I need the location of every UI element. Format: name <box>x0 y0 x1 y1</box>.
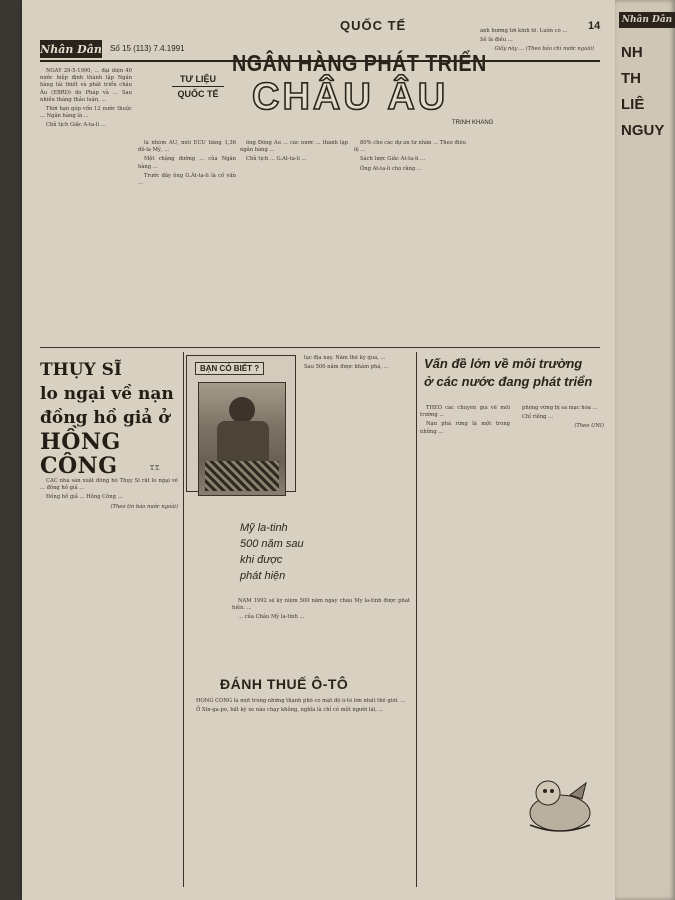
paragraph: ông Đông Âu ... các nước ... thành lập ngân hàng ... <box>240 140 348 154</box>
environment-column-1 <box>420 405 510 885</box>
headline-line: ở các nước đang phát triển <box>424 374 593 389</box>
swiss-body <box>40 478 178 878</box>
paragraph: THEO các chuyên gia về môi trường ... <box>420 405 510 419</box>
paragraph: Một chặng đường ... của Ngân hàng ... <box>138 156 236 170</box>
section-header: QUỐC TẾ <box>340 18 407 33</box>
paragraph: Chỉ riêng ... <box>522 414 554 421</box>
feature-title-line1: NGÂN HÀNG PHÁT TRIỂN <box>232 50 487 76</box>
headline-line: lo ngại về nạn <box>40 384 174 404</box>
headline-line: khi được <box>240 554 283 566</box>
headline-line: LIÊ <box>621 96 645 113</box>
headline-line: Mỹ la-tinh <box>240 522 288 534</box>
headline-line: THỤY SĨ <box>40 360 122 380</box>
next-page-edge <box>615 0 675 900</box>
newspaper-logo: Nhân Dân <box>40 40 102 58</box>
paragraph: là nhóm ÂU, mỗi ECU bằng 1,36 đô-la Mỹ, ... <box>138 140 236 154</box>
issue-info: Số 15 (113) 7.4.1991 <box>110 44 185 53</box>
feature-column-3 <box>240 140 348 343</box>
photo-textile <box>205 461 279 491</box>
feature-byline: TRINH KHANG <box>452 120 494 126</box>
feature-column-2 <box>138 140 236 343</box>
feature-kicker <box>172 72 224 101</box>
swiss-byline: T.T. <box>150 465 161 472</box>
headline-line: phát hiện <box>240 570 286 582</box>
paragraph: lục địa này. Năm thế kỷ qua, ... <box>304 355 386 361</box>
paragraph: NĂM 1992 sẽ kỷ niệm 500 năm ngày châu Mỹ la-tinh được phát hiện. ... <box>232 598 410 612</box>
paragraph: CÁC nhà sản xuất đồng hồ Thụy Sĩ rất lo ngại về ... đồng hồ giả ... <box>40 478 178 492</box>
column-divider <box>183 352 184 887</box>
paragraph: Nạn phá rừng là một trong những ... <box>420 421 510 435</box>
environment-column-2 <box>516 405 604 760</box>
oto-headline: ĐÁNH THUẾ Ô-TÔ <box>220 676 349 692</box>
next-page-logo: Nhân Dân <box>619 12 675 28</box>
paragraph: Giấy này ... (Theo báo chí nước ngoài) <box>494 46 594 53</box>
column-divider <box>416 352 417 887</box>
paragraph: ảnh hưởng tới kinh tế. Luôn có ... <box>480 28 568 34</box>
section-divider <box>40 347 600 348</box>
headline-line: đồng hồ giả ở <box>40 408 170 428</box>
kicker-line: QUỐC TẾ <box>177 89 219 99</box>
paragraph: (Theo UNI) <box>574 423 604 430</box>
paragraph: Chủ tịch ... G.At-ta-li ... <box>246 156 307 163</box>
next-page-headline <box>621 40 664 144</box>
oto-body <box>190 698 410 888</box>
cartoon-illustration <box>520 765 600 840</box>
paragraph: Sau 500 năm được khám phá, ... <box>304 364 389 371</box>
headline-line: Vấn đề lớn về môi trường <box>424 356 583 371</box>
headline-line: 500 năm sau <box>240 538 304 550</box>
paragraph: Ở Xin-ga-po, bất kỳ xe nào chạy không, nghĩa là chỉ có một người lái, ... <box>196 707 384 714</box>
paragraph: Thời hạn góp vốn 12 nước thuộc ... Ngân hàng là ... <box>40 106 132 120</box>
page-number: 14 <box>588 20 601 32</box>
did-you-know-label: BẠN CÓ BIẾT ? <box>195 362 264 375</box>
mya-headline <box>240 520 326 584</box>
paragraph: ... của Châu Mỹ la-tinh ... <box>238 614 305 621</box>
paragraph: HỒNG CÔNG là một trong những thành phố có mật độ ô-tô lớn nhất thế giới. ... <box>196 698 406 704</box>
headline-line: HỒNG CÔNG <box>40 429 121 479</box>
photo-figure-head <box>229 397 255 423</box>
paragraph: Ông At-ta-li cho rằng ... <box>360 165 422 172</box>
feature-title-line2: CHÂU ÂU <box>252 76 449 118</box>
feature-column-5 <box>474 28 594 343</box>
paragraph: phòng vững bị sa mạc hóa ... <box>522 405 598 411</box>
mya-body-2 <box>232 598 410 668</box>
photo <box>198 382 286 496</box>
feature-column-1 <box>40 68 132 343</box>
paragraph: NGÀY 29-5-1990, ... đại diện 40 nước hiệp định thành lập Ngân hàng tái thiết và phát triển châu Âu (EBRD) do Pháp và ... Sau nhiều tháng thảo luận, ... <box>40 68 132 103</box>
paragraph: (Theo tin báo nước ngoài) <box>110 503 178 510</box>
paragraph: Sẽ là điều ... <box>480 37 513 44</box>
paragraph: 80% cho các dự án tư nhân ... Theo điều lệ ... <box>354 140 466 154</box>
paragraph: Chủ tịch Giắc A-ta-li ... <box>46 122 106 129</box>
headline-line: TH <box>621 70 641 87</box>
paragraph: Trước đây ông G.Át-ta-li là cố vấn ... <box>138 172 236 187</box>
environment-headline <box>424 355 624 391</box>
paragraph: Đồng hồ giả ... Hồng Công ... <box>46 494 123 501</box>
kicker-line: TƯ LIỆU <box>172 72 224 87</box>
mya-body <box>298 355 410 515</box>
headline-line: NH <box>621 44 643 61</box>
photo-figure-body <box>217 421 269 465</box>
feature-column-4 <box>354 140 466 343</box>
paragraph: Sách lược Giắc At-ta-li ... <box>360 156 426 163</box>
headline-line: NGUY <box>621 122 665 139</box>
swiss-headline <box>40 358 180 478</box>
